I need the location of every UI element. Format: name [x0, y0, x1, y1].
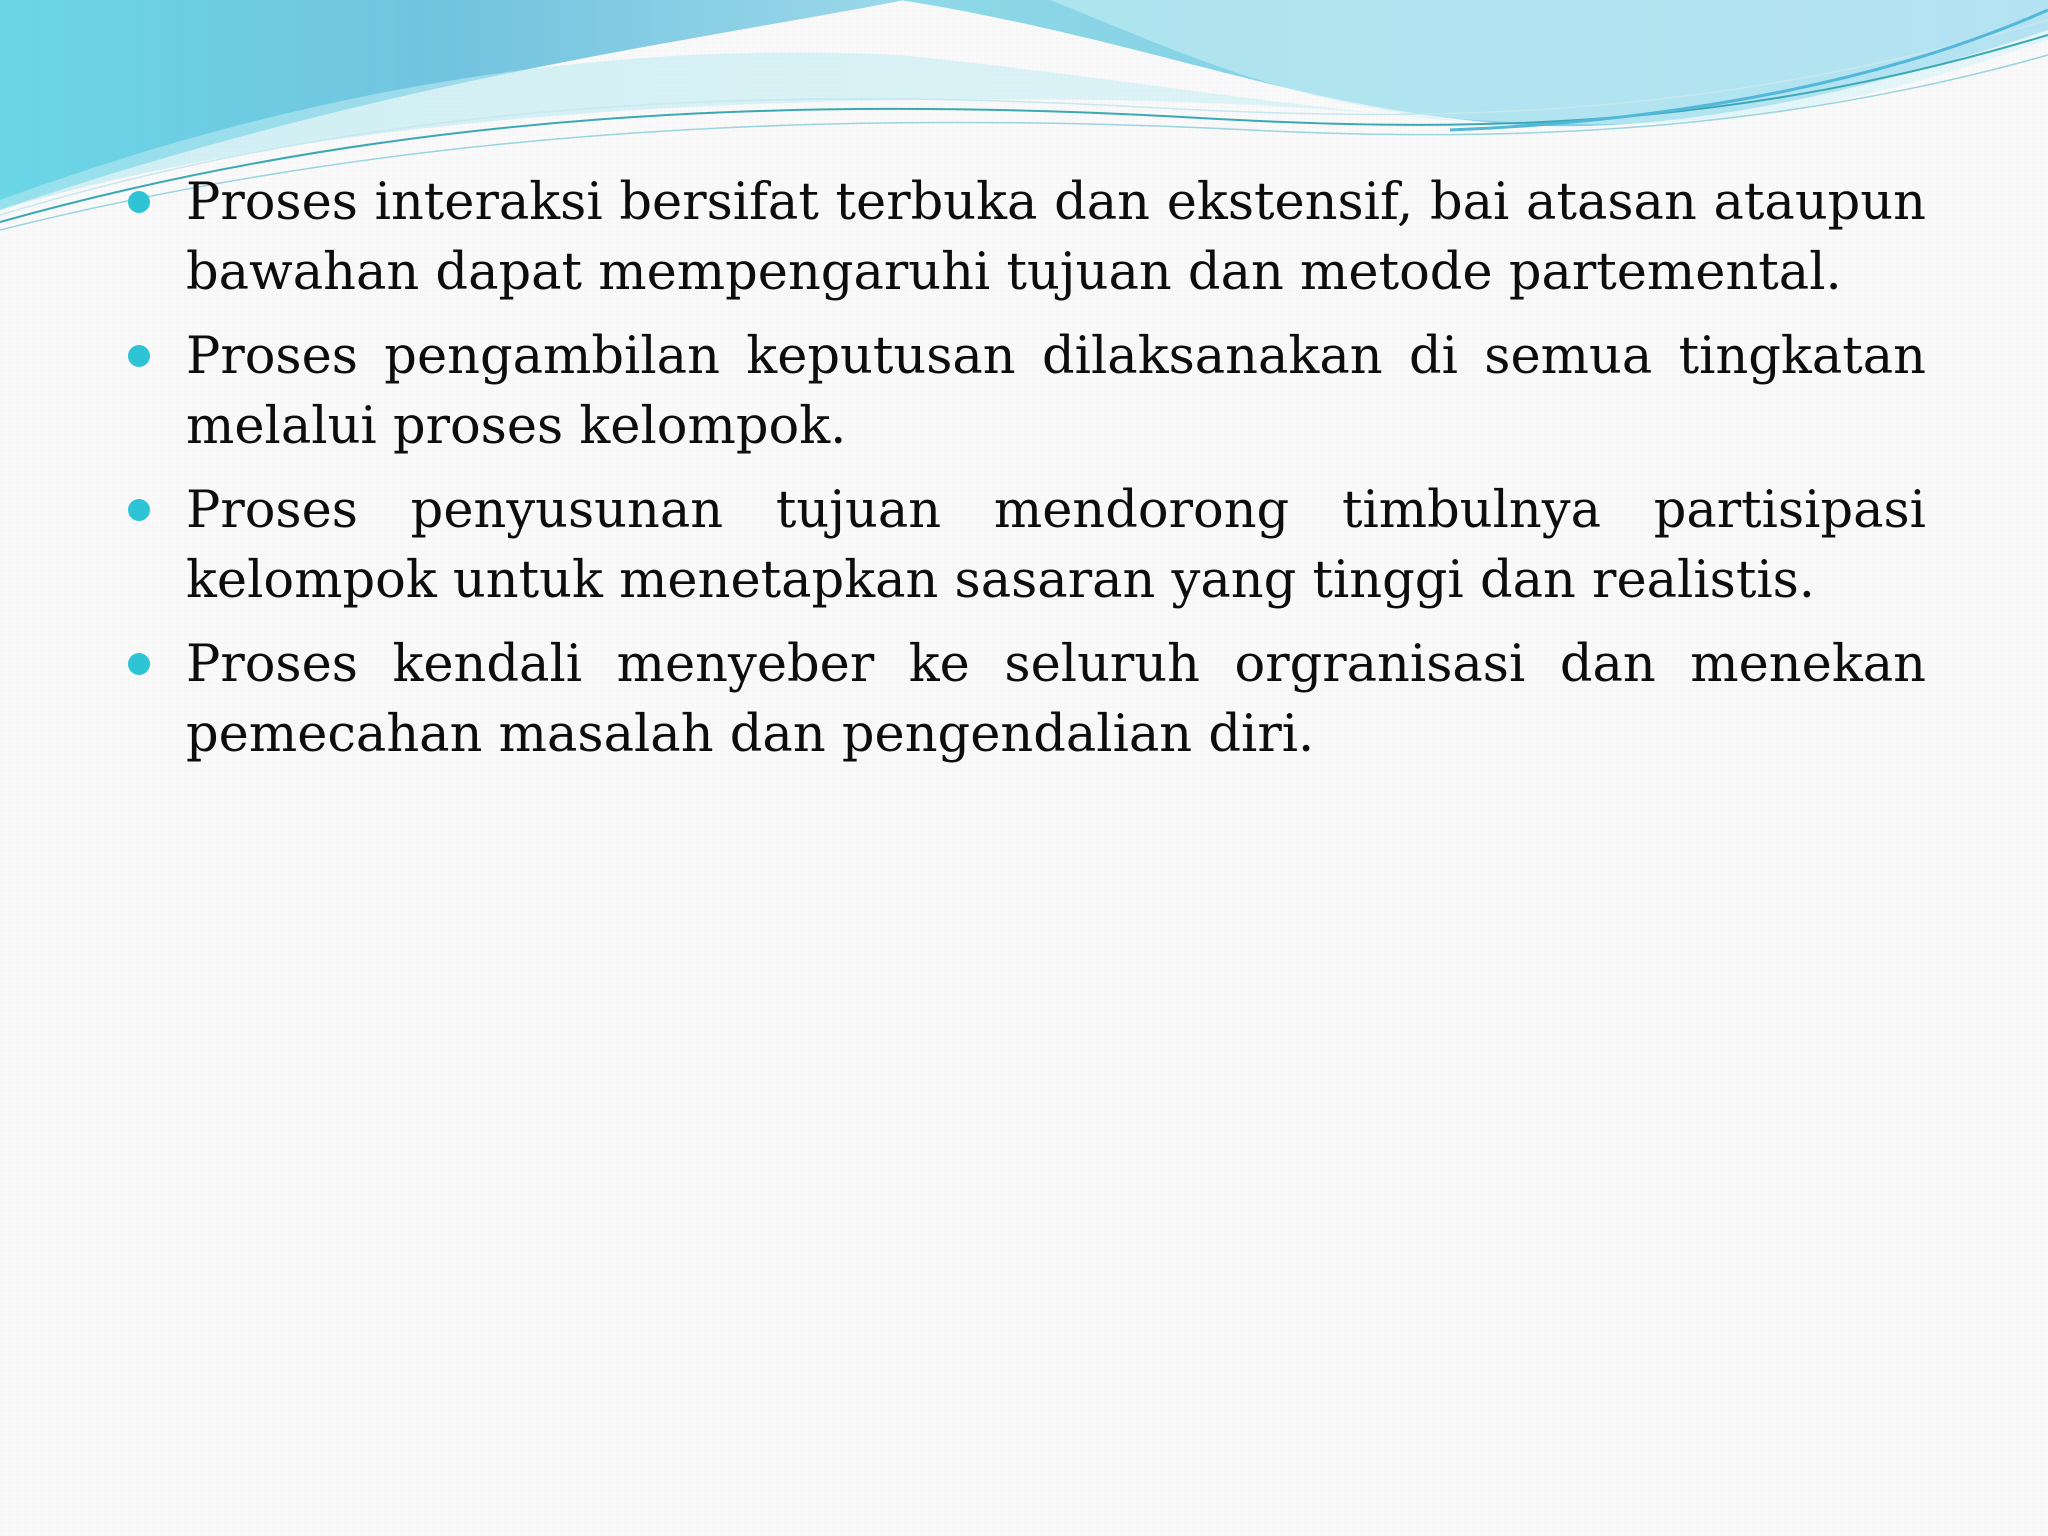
bullet-text: Proses interaksi bersifat terbuka dan ekstensif, bai atasan ataupun bawahan dapat mempengaruhi tujuan dan metode partemental.	[186, 173, 1926, 302]
bullet-dot-icon	[128, 345, 150, 367]
list-item	[126, 322, 1926, 462]
bullet-text: Proses penyusunan tujuan mendorong timbulnya partisipasi kelompok untuk menetapkan sasaran yang tinggi dan realistis.	[186, 481, 1926, 610]
bullet-dot-icon	[128, 653, 150, 675]
bullet-dot-icon	[128, 499, 150, 521]
bullet-list	[126, 168, 1926, 784]
list-item	[126, 476, 1926, 616]
list-item	[126, 168, 1926, 308]
bullet-text: Proses pengambilan keputusan dilaksanakan di semua tingkatan melalui proses kelompok.	[186, 327, 1926, 456]
bullet-text: Proses kendali menyeber ke seluruh orgranisasi dan menekan pemecahan masalah dan pengendalian diri.	[186, 635, 1926, 764]
list-item	[126, 630, 1926, 770]
bullet-dot-icon	[128, 191, 150, 213]
